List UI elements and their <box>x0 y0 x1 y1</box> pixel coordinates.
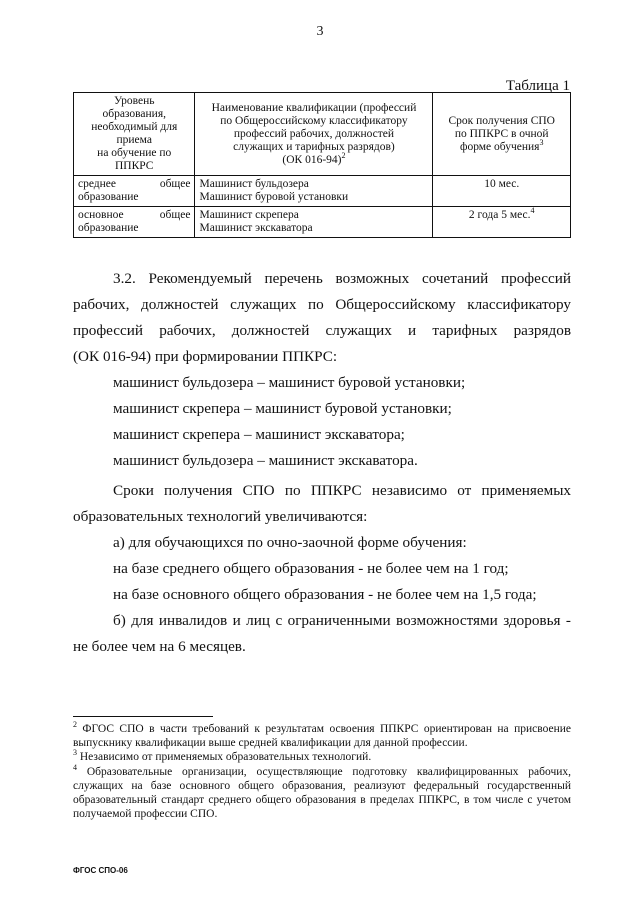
list-item: на базе среднего общего образования - не более чем на 1 год; <box>113 560 509 577</box>
footnote <box>73 750 571 764</box>
terms-paragraph <box>73 478 571 530</box>
level-line: основное общее <box>78 209 191 221</box>
list-item: машинист скрепера – машинист буровой установки; <box>113 400 452 417</box>
header-line: по ППКРС в очной <box>454 127 549 140</box>
header-line: Срок получения СПО <box>448 114 555 127</box>
list-item: машинист скрепера – машинист экскаватора; <box>113 426 405 443</box>
header-line: ППКРС <box>114 160 154 172</box>
header-line: образования, <box>102 108 167 120</box>
footnote-text: Образовательные организации, осуществляющие подготовку квалифицированных рабочих, служащих на базе основного общего образования, реализуют федеральный государственный образовательный стандарт среднего общего образования в пределах ППКРС, в том числе с учетом получаемой профессии СПО. <box>73 765 572 821</box>
item-a <box>73 530 571 608</box>
text-line: б) для инвалидов и лиц с ограниченными возможностями здоровья - <box>113 612 571 629</box>
header-line: на обучение по <box>97 147 172 159</box>
qualification-name: Машинист буровой установки <box>199 191 349 203</box>
term-value: 2 года 5 мес. <box>468 209 531 221</box>
header-line: Наименование квалификации (профессий <box>211 101 417 114</box>
header-text: (ОК 016-94) <box>282 153 342 166</box>
list-item: машинист бульдозера – машинист экскаватора. <box>113 452 418 469</box>
document-code: ФГОС СПО-06 <box>73 866 128 875</box>
header-line <box>199 150 428 167</box>
text-line: профессий рабочих, должностей служащих и тарифных разрядов <box>73 322 571 339</box>
combination-list <box>73 370 571 474</box>
header-line: по Общероссийскому классификатору <box>220 114 408 127</box>
level-line: среднее общее <box>78 178 191 190</box>
text-line: (ОК 016-94) при формировании ППКРС: <box>73 348 338 365</box>
text-line: 3.2. Рекомендуемый перечень возможных сочетаний профессий <box>113 270 571 287</box>
footnote-text: Независимо от применяемых образовательных технологий. <box>79 751 372 764</box>
header-level <box>74 93 195 176</box>
footnote-mark: 4 <box>73 762 77 772</box>
table-header-row <box>74 93 571 176</box>
page-number: 3 <box>316 24 324 39</box>
table-caption: Таблица 1 <box>505 78 570 94</box>
header-line: необходимый для <box>91 121 178 133</box>
level-line: образование <box>78 191 139 203</box>
footnotes <box>73 722 571 821</box>
term-cell <box>433 207 571 238</box>
header-line: служащих и тарифных разрядов) <box>233 140 395 153</box>
footnote-mark: 4 <box>530 206 535 216</box>
header-qualification <box>195 93 433 176</box>
header-term <box>433 93 571 176</box>
table-row <box>74 176 571 207</box>
item-b <box>73 608 571 660</box>
qualification-name: Машинист скрепера <box>199 209 299 221</box>
qualification-cell <box>195 176 433 207</box>
qualification-name: Машинист экскаватора <box>199 222 313 234</box>
header-line: приема <box>116 134 152 146</box>
table-row <box>74 207 571 238</box>
qualification-name: Машинист бульдозера <box>199 178 309 190</box>
text-line: не более чем на 6 месяцев. <box>73 638 246 655</box>
term-cell <box>433 176 571 207</box>
text-line: образовательных технологий увеличиваются: <box>73 508 368 525</box>
footnote-text: ФГОС СПО в части требований к результатам освоения ППКРС ориентирован на присвоение выпускнику квалификации выше средней квалификации для данной профессии. <box>73 723 571 750</box>
qualification-cell <box>195 207 433 238</box>
header-line <box>437 137 566 154</box>
section-paragraph <box>73 266 571 370</box>
level-cell <box>74 176 195 207</box>
list-item: машинист бульдозера – машинист буровой установки; <box>113 374 466 391</box>
header-line: Уровень <box>113 95 155 107</box>
term-value: 10 мес. <box>484 178 520 190</box>
footnote-mark: 2 <box>73 720 77 730</box>
footnote <box>73 762 572 822</box>
footnote-mark: 2 <box>341 150 346 160</box>
footnote-divider <box>73 716 213 717</box>
footnote <box>73 722 571 750</box>
level-line: образование <box>78 222 139 234</box>
qualification-table <box>73 92 571 238</box>
item-a-heading: а) для обучающихся по очно-заочной форме обучения: <box>113 534 467 551</box>
text-line: рабочих, должностей служащих по Общероссийскому классификатору <box>73 296 571 313</box>
header-line: профессий рабочих, должностей <box>233 127 395 140</box>
level-cell <box>74 207 195 238</box>
footnote-mark: 3 <box>73 748 77 758</box>
text-line: Сроки получения СПО по ППКРС независимо от применяемых <box>113 482 571 499</box>
header-text: форме обучения <box>460 140 540 153</box>
list-item: на базе основного общего образования - не более чем на 1,5 года; <box>113 586 537 603</box>
footnote-mark: 3 <box>539 137 544 147</box>
